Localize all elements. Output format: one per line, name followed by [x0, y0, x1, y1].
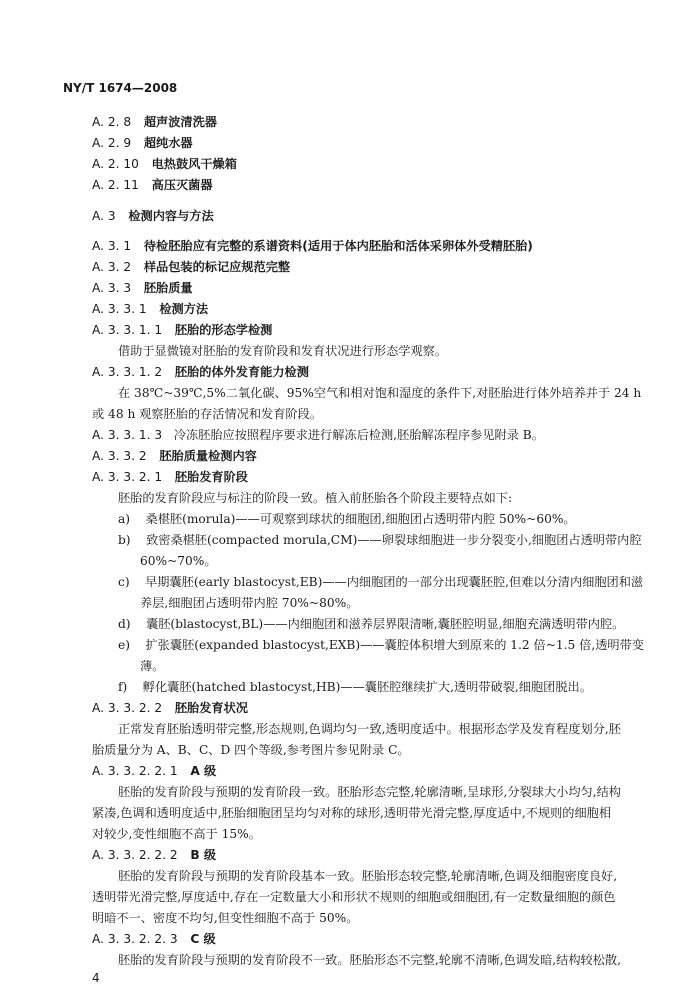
section-title: 待检胚胎应有完整的系谱资料(适用于体内胚胎和活体采卵体外受精胚胎)	[143, 239, 533, 253]
section-number: A. 2. 10	[92, 157, 139, 171]
paragraph-line: 对较少,变性细胞不高于 15%。	[92, 827, 261, 841]
paragraph-line: 胚胎的发育阶段与预期的发育阶段基本一致。胚胎形态较完整,轮廓清晰,色调及细胞密度良好,	[118, 869, 618, 883]
paragraph-line: 正常发育胚胎透明带完整,形态规则,色调均匀一致,透明度适中。根据形态学及发育程度划分,胚	[118, 722, 621, 736]
paragraph-line: 胎质量分为 A、B、C、D 四个等级,参考图片参见附录 C。	[92, 743, 410, 757]
section-a33	[92, 280, 193, 296]
section-a29	[92, 135, 193, 151]
section-title: C 级	[190, 932, 216, 946]
section-number: A. 3	[92, 209, 116, 223]
section-number: A. 3. 3. 2. 1	[92, 470, 163, 484]
section-number: A. 2. 11	[92, 178, 139, 192]
section-a32	[92, 259, 290, 275]
list-item	[118, 511, 576, 527]
section-title: 超纯水器	[143, 136, 193, 150]
section-number: A. 3. 3. 2. 2. 2	[92, 848, 178, 862]
list-marker: a)	[118, 512, 131, 526]
section-number: A. 3. 2	[92, 260, 132, 274]
section-number: A. 3. 3. 1	[92, 302, 147, 316]
list-item	[118, 532, 642, 548]
section-title: B 级	[190, 848, 217, 862]
list-item	[118, 616, 624, 632]
section-a332	[92, 448, 257, 464]
section-number: A. 3. 3. 2. 2. 1	[92, 764, 178, 778]
section-title: 超声波清洗器	[143, 115, 217, 129]
list-marker: c)	[118, 575, 130, 589]
section-number: A. 3. 3. 2. 2. 3	[92, 932, 178, 946]
paragraph-line: 或 48 h 观察胚胎的存活情况和发育阶段。	[92, 407, 322, 421]
section-title: 胚胎的体外发育能力检测	[174, 365, 309, 379]
section-a33223	[92, 931, 216, 947]
paragraph: 借助于显微镜对胚胎的发育阶段和发育状况进行形态学观察。	[118, 344, 448, 358]
paragraph-line: 透明带光滑完整,厚度适中,存在一定数量大小和形状不规则的细胞或细胞团,有一定数量细胞的颜色	[92, 890, 616, 904]
section-a3322	[92, 700, 248, 716]
section-a211	[92, 177, 213, 193]
section-a331	[92, 301, 208, 317]
section-number: A. 3. 1	[92, 239, 132, 253]
section-title: 检测方法	[159, 302, 209, 316]
section-title: 胚胎发育阶段	[174, 470, 248, 484]
section-number: A. 2. 8	[92, 115, 132, 129]
section-a3313	[92, 427, 544, 443]
list-item-text: 囊胚(blastocyst,BL)——内细胞团和滋养层界限清晰,囊胚腔明显,细胞充满透明带内腔。	[146, 617, 625, 631]
section-number: A. 3. 3. 1. 3	[92, 428, 163, 442]
list-item-text: 致密桑椹胚(compacted morula,CM)——卵裂球细胞进一步分裂变小,细胞团占透明带内腔	[146, 533, 642, 547]
standard-number: NY/T 1674—2008	[63, 81, 178, 95]
list-item	[118, 574, 643, 590]
section-number: A. 3. 3. 1. 2	[92, 365, 163, 379]
section-a33221	[92, 763, 216, 779]
section-title: 胚胎质量	[143, 281, 193, 295]
section-a3321	[92, 469, 248, 485]
section-a31	[92, 238, 533, 254]
section-title: 胚胎质量检测内容	[159, 449, 257, 463]
section-a3311	[92, 322, 272, 338]
section-number: A. 3. 3. 1. 1	[92, 323, 163, 337]
list-marker: e)	[118, 638, 130, 652]
list-item-text: 早期囊胚(early blastocyst,EB)——内细胞团的一部分出现囊胚腔,但难以分清内细胞团和滋	[145, 575, 644, 589]
paragraph-line: 在 38℃~39℃,5%二氧化碳、95%空气和相对饱和湿度的条件下,对胚胎进行体外培养并于 24 h	[118, 386, 642, 400]
section-title: 高压灭菌器	[151, 178, 213, 192]
list-item-text: 孵化囊胚(hatched blastocyst,HB)——囊胚腔继续扩大,透明带破裂,细胞团脱出。	[142, 680, 592, 694]
section-title: 电热鼓风干燥箱	[151, 157, 237, 171]
section-title: 胚胎的形态学检测	[174, 323, 273, 337]
list-item	[118, 679, 592, 695]
section-a3	[92, 208, 214, 224]
section-a33222	[92, 847, 216, 863]
section-text: 冷冻胚胎应按照程序要求进行解冻后检测,胚胎解冻程序参见附录 B。	[173, 428, 544, 442]
list-marker: d)	[118, 617, 131, 631]
section-title: A 级	[190, 764, 217, 778]
section-a28	[92, 114, 217, 130]
list-marker: f)	[118, 680, 128, 694]
section-title: 检测内容与方法	[128, 209, 214, 223]
section-number: A. 3. 3	[92, 281, 132, 295]
list-marker: b)	[118, 533, 131, 547]
list-item-continuation: 薄。	[140, 659, 165, 673]
paragraph-line: 紧凑,色调和透明度适中,胚胎细胞团呈均匀对称的球形,透明带光滑完整,厚度适中,不规则的细胞相	[92, 806, 612, 820]
section-number: A. 2. 9	[92, 136, 132, 150]
section-a3312	[92, 364, 309, 380]
list-item-continuation: 养层,细胞团占透明带内腔 70%~80%。	[140, 596, 359, 610]
section-title: 样品包装的标记应规范完整	[143, 260, 291, 274]
paragraph-line: 明暗不一、密度不均匀,但变性细胞不高于 50%。	[92, 911, 359, 925]
section-number: A. 3. 3. 2	[92, 449, 147, 463]
section-a210	[92, 156, 237, 172]
paragraph-line: 胚胎的发育阶段与预期的发育阶段不一致。胚胎形态不完整,轮廓不清晰,色调发暗,结构较松散,	[118, 953, 621, 967]
list-item	[118, 637, 644, 653]
list-item-text: 扩张囊胚(expanded blastocyst,EXB)——囊腔体积增大到原来的 1.2 倍~1.5 倍,透明带变	[145, 638, 644, 652]
list-item-text: 桑椹胚(morula)——可观察到球状的细胞团,细胞团占透明带内腔 50%~60%。	[145, 512, 576, 526]
paragraph: 胚胎的发育阶段应与标注的阶段一致。植入前胚胎各个阶段主要特点如下:	[118, 491, 513, 505]
paragraph-line: 胚胎的发育阶段与预期的发育阶段一致。胚胎形态完整,轮廓清晰,呈球形,分裂球大小均匀,结构	[118, 785, 621, 799]
page-number: 4	[92, 971, 100, 985]
list-item-continuation: 60%~70%。	[140, 554, 217, 568]
section-title: 胚胎发育状况	[174, 701, 248, 715]
section-number: A. 3. 3. 2. 2	[92, 701, 163, 715]
